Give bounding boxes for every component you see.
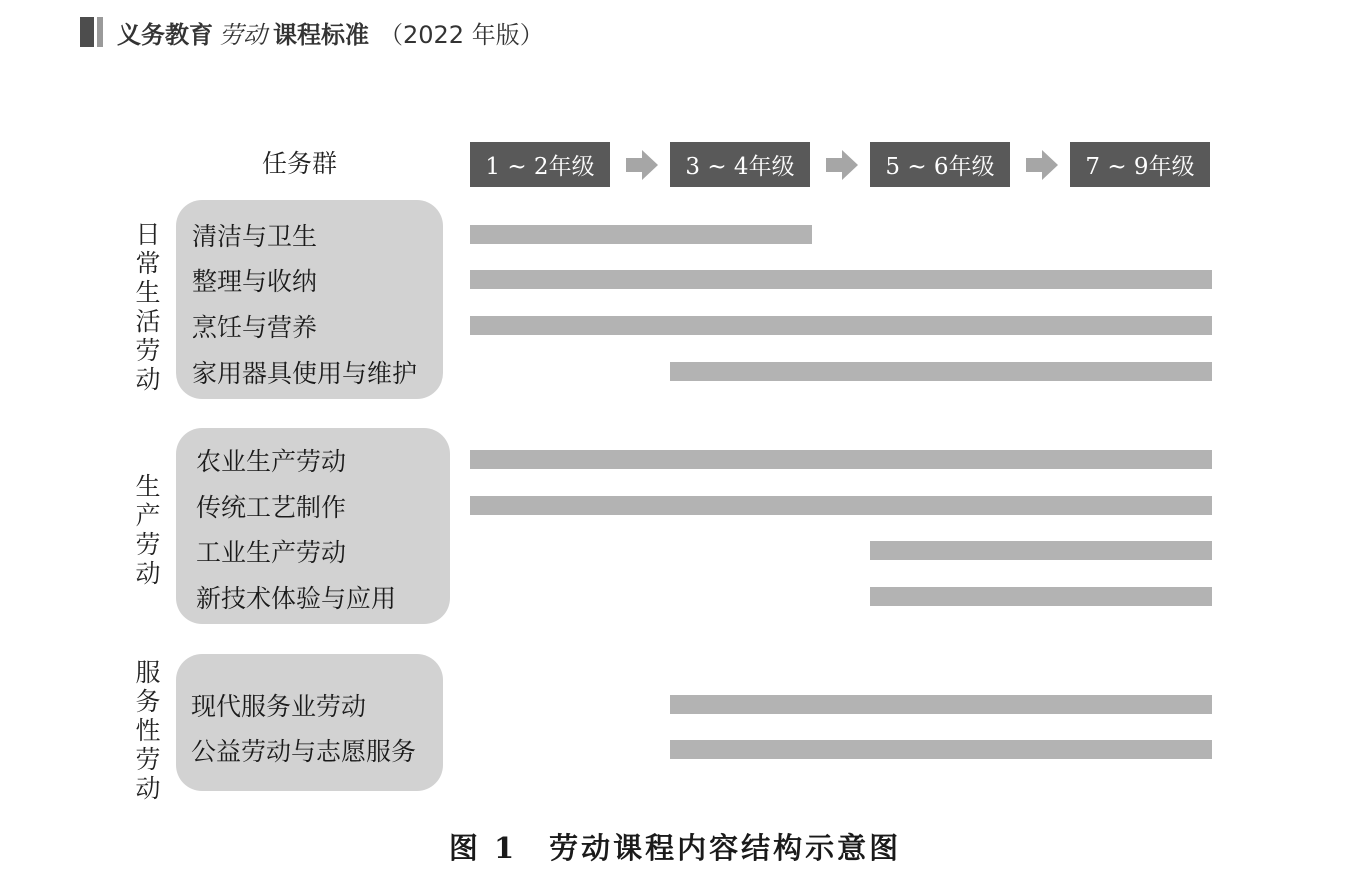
grade-stage-1: 1 ~ 2年级 [470,142,610,187]
header-marker-light [97,17,103,47]
task-span-bar [670,362,1212,381]
grade-stage-2: 3 ~ 4年级 [670,142,810,187]
arrow-right-icon [626,150,658,180]
task-span-bar [870,541,1212,560]
group-label-1: 日常生活劳动 [135,220,161,394]
task-label: 清洁与卫生 [192,222,318,251]
task-span-bar [470,316,1212,335]
task-span-bar [470,496,1212,515]
header-marker-dark [80,17,94,47]
arrow-right-icon [826,150,858,180]
header-standard: 课程标准 [273,20,369,49]
arrow-right-icon [1026,150,1058,180]
group-label-2: 生产劳动 [135,472,161,588]
task-label: 农业生产劳动 [196,447,347,476]
group-label-3: 服务性劳动 [135,658,161,803]
header-subject: 劳动 [219,20,267,49]
page-header [80,15,544,49]
header-title [117,15,544,50]
task-label: 家用器具使用与维护 [192,359,418,388]
header-edition: （2022 年版） [379,20,544,49]
task-label: 新技术体验与应用 [196,584,397,613]
task-span-bar [670,740,1212,759]
task-label: 传统工艺制作 [196,493,347,522]
header-book: 义务教育 [117,20,213,49]
task-label: 工业生产劳动 [196,538,347,567]
task-group-column-title: 任务群 [262,149,338,178]
grade-stage-3: 5 ~ 6年级 [870,142,1010,187]
figure-caption: 图 1 劳动课程内容结构示意图 [448,831,902,865]
task-label: 公益劳动与志愿服务 [191,737,417,766]
task-span-bar [470,270,1212,289]
task-span-bar [470,450,1212,469]
task-span-bar [470,225,812,244]
task-label: 整理与收纳 [192,267,318,296]
task-label: 现代服务业劳动 [191,692,367,721]
task-label: 烹饪与营养 [192,313,318,342]
task-span-bar [670,695,1212,714]
grade-stage-4: 7 ~ 9年级 [1070,142,1210,187]
task-span-bar [870,587,1212,606]
